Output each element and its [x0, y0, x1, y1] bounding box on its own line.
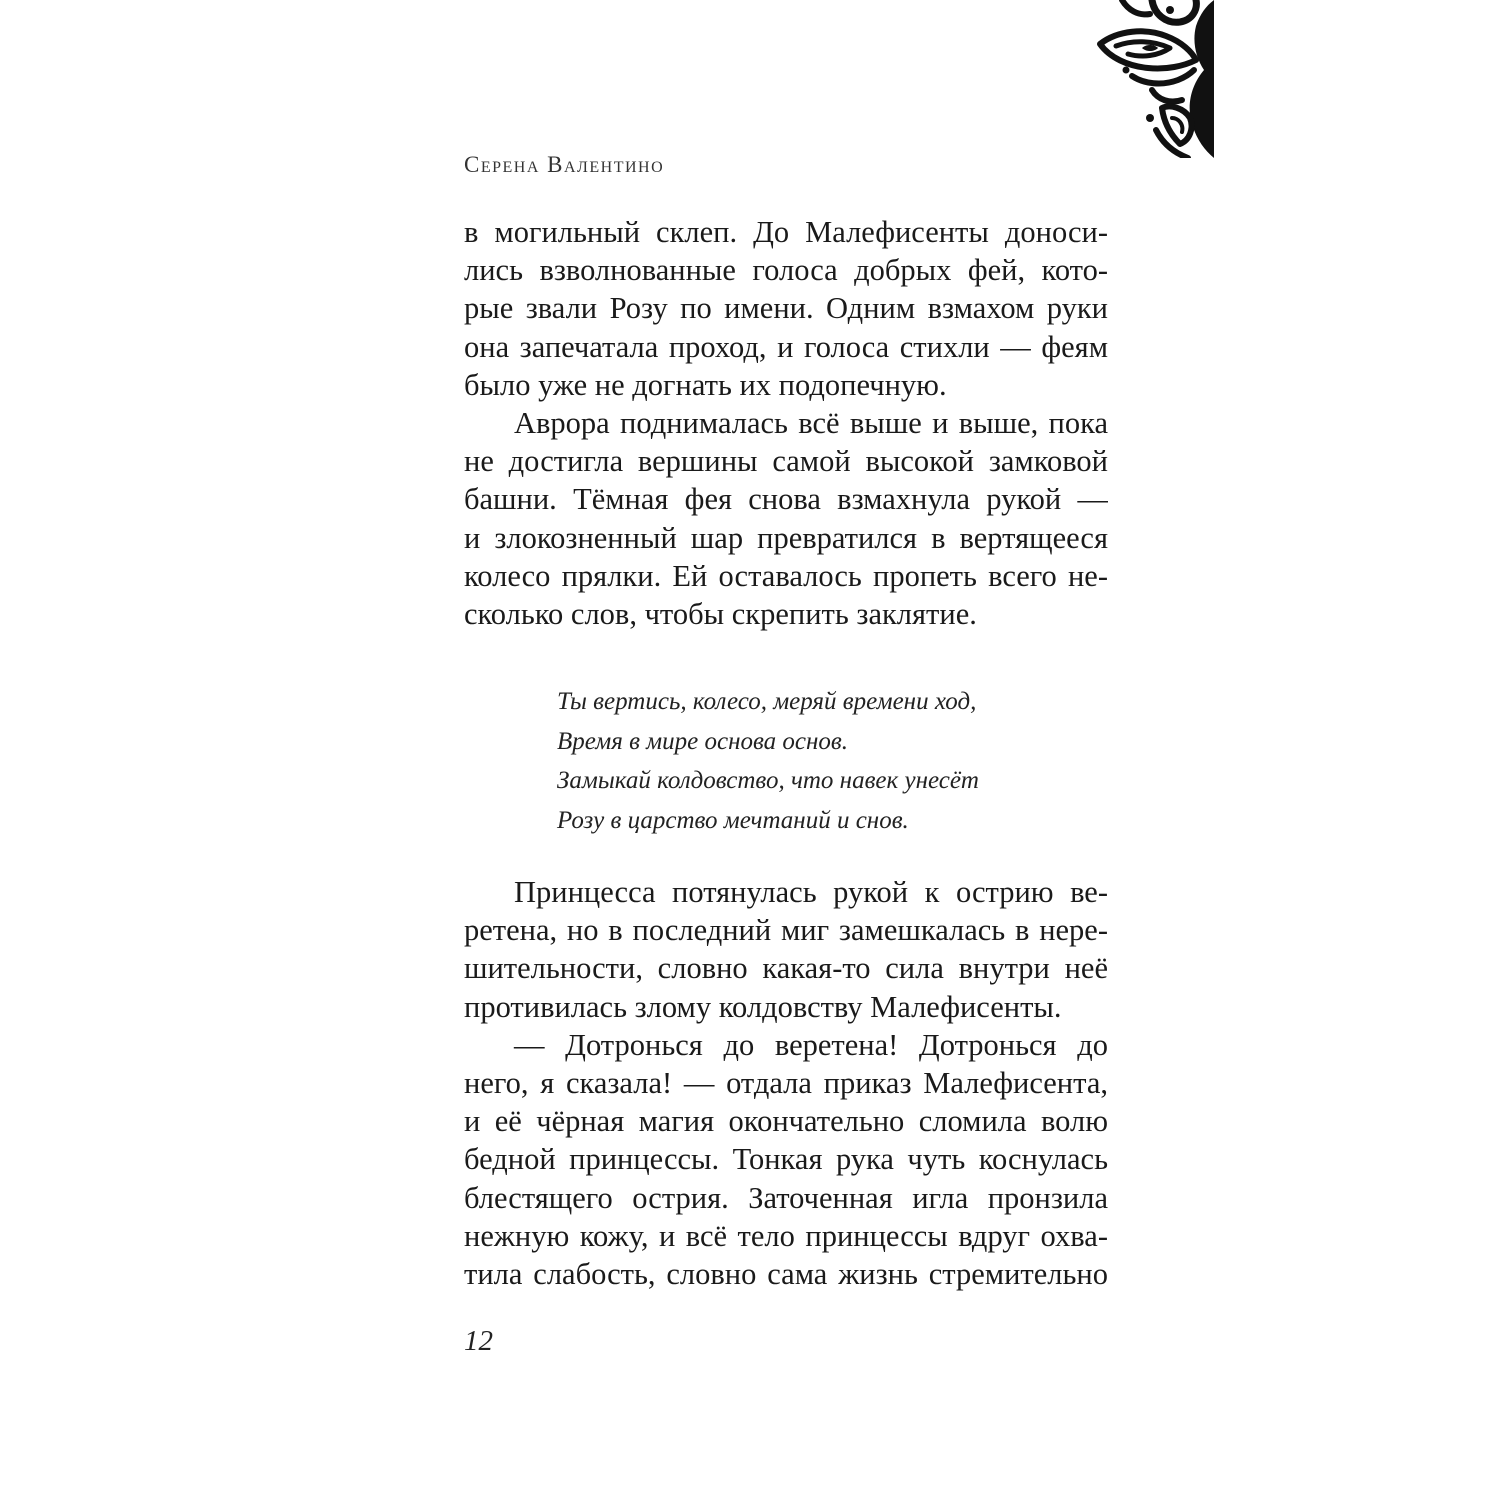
text-line: она запечатала проход, и голоса стихли — феям — [464, 329, 1108, 364]
text-line: тила слабость, словно сама жизнь стремительно — [464, 1257, 1108, 1292]
verse-line: Ты вертись, колесо, меряй времени ход, — [557, 688, 977, 715]
paragraph — [464, 213, 1108, 404]
text-line: не достигла вершины самой высокой замковой — [464, 444, 1108, 479]
text-line: него, я сказала! — отдала приказ Малефисента, — [464, 1066, 1108, 1101]
text-line: ретена, но в последний миг замешкалась в нере- — [464, 913, 1108, 948]
paragraph — [464, 404, 1108, 633]
paragraph — [464, 1026, 1108, 1293]
text-line: и злокозненный шар превратился в вертящееся — [464, 520, 1108, 555]
text-line: противилась злому колдовству Малефисенты. — [464, 989, 1062, 1024]
text-block-top — [464, 213, 1108, 633]
verse-block — [557, 682, 1077, 840]
paragraph — [464, 873, 1108, 1026]
text-line: лись взволнованные голоса добрых фей, кото- — [464, 253, 1108, 288]
text-block-bottom — [464, 873, 1108, 1293]
verse-line: Замыкай колдовство, что навек унесёт — [557, 767, 979, 794]
text-line: бедной принцессы. Тонкая рука чуть коснулась — [464, 1142, 1108, 1177]
text-line: Принцесса потянулась рукой к острию ве- — [514, 875, 1108, 909]
text-line: башни. Тёмная фея снова взмахнула рукой — — [464, 482, 1108, 517]
text-line: было уже не догнать их подопечную. — [464, 367, 947, 402]
text-line: колесо прялки. Ей оставалось пропеть всего не- — [464, 558, 1108, 593]
text-line: шительности, словно какая-то сила внутри неё — [464, 951, 1108, 986]
text-line: сколько слов, чтобы скрепить заклятие. — [464, 597, 977, 632]
ornament-icon — [1092, 0, 1214, 158]
running-head-author: Серена Валентино — [464, 152, 665, 177]
verse-line: Время в мире основа основ. — [557, 727, 849, 755]
text-line: блестящего острия. Заточенная игла пронзила — [464, 1180, 1108, 1215]
page-number: 12 — [464, 1325, 493, 1357]
text-line: рые звали Розу по имени. Одним взмахом руки — [464, 291, 1108, 326]
text-line: в могильный склеп. До Малефисенты доноси- — [464, 215, 1108, 249]
text-line: нежную кожу, и всё тело принцессы вдруг охва- — [464, 1218, 1108, 1253]
corner-ornament — [1092, 0, 1214, 158]
text-line: Аврора поднималась всё выше и выше, пока — [514, 406, 1108, 441]
text-line: — Дотронься до веретена! Дотронься до — [514, 1027, 1108, 1062]
text-line: и её чёрная магия окончательно сломила волю — [464, 1104, 1108, 1139]
verse-line: Розу в царство мечтаний и снов. — [557, 806, 909, 834]
